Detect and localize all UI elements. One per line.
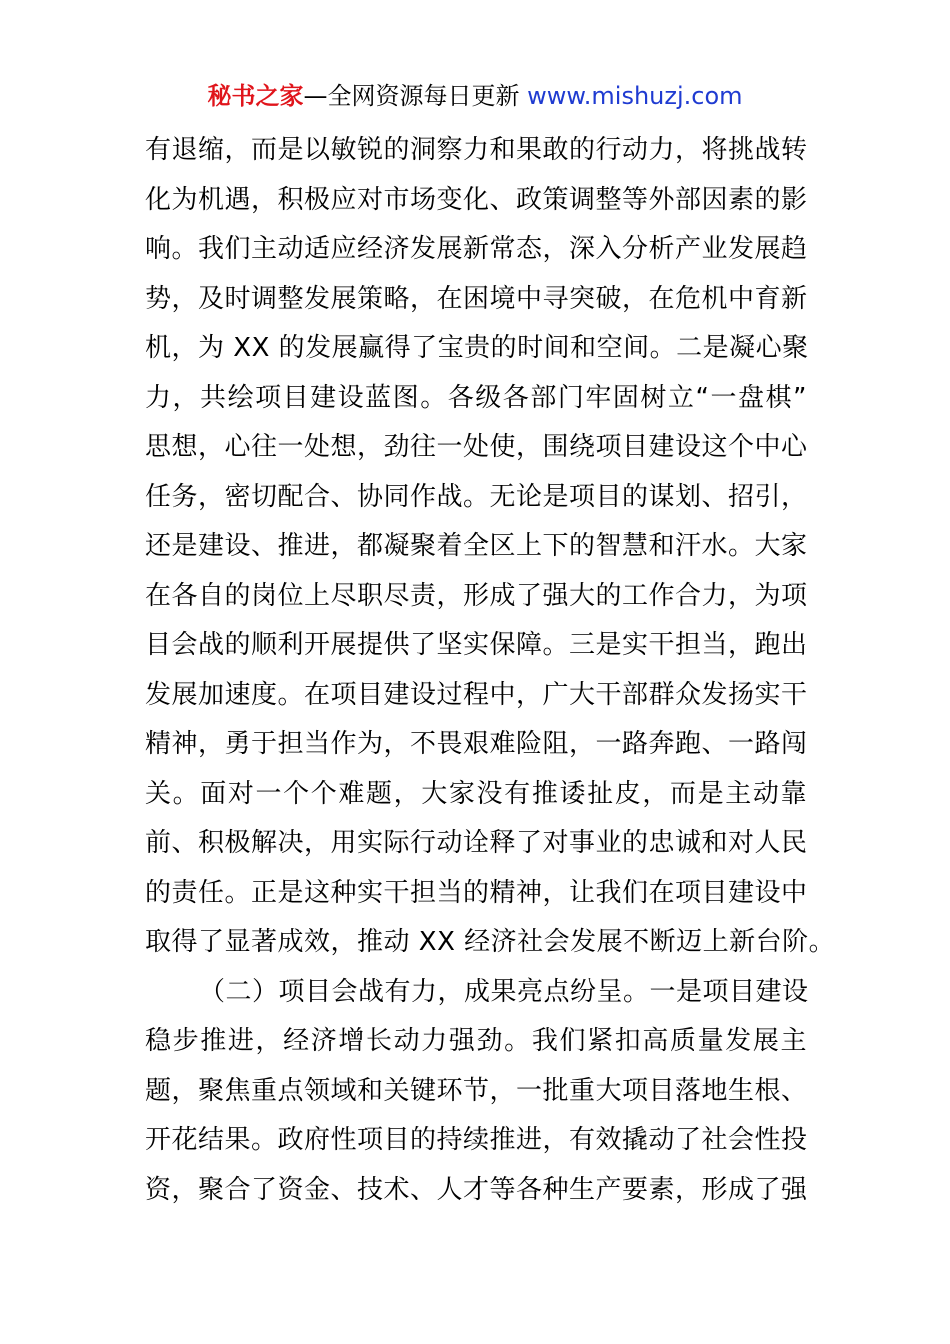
text-line: 前、积极解决，用实际行动诠释了对事业的忠诚和对人民 (145, 828, 808, 858)
text-line: 资，聚合了资金、技术、人才等各种生产要素，形成了强 (145, 1174, 808, 1205)
paragraph-1 (145, 126, 836, 968)
site-url-link[interactable]: www.mishuzj.com (527, 82, 743, 110)
text-line: 题，聚焦重点领域和关键环节，一批重大项目落地生根、 (145, 1075, 808, 1106)
text-line: 精神，勇于担当作为，不畏艰难险阻，一路奔跑、一路闯 (145, 729, 808, 759)
text-line: 有退缩，而是以敏锐的洞察力和果敢的行动力，将挑战转 (145, 135, 808, 165)
text-line: （二）项目会战有力，成果亮点纷呈。一是项目建设 (199, 976, 809, 1007)
text-line: 关。面对一个个难题，大家没有推诿扯皮，而是主动靠 (145, 778, 807, 809)
text-line: 响。我们主动适应经济发展新常态，深入分析产业发展趋 (145, 234, 808, 264)
site-header (0, 80, 950, 112)
document-body (145, 126, 836, 1215)
site-brand: 秘书之家 (207, 82, 304, 110)
text-line: 力，共绘项目建设蓝图。各级各部门牢固树立“一盘棋” (145, 382, 807, 413)
text-line: 化为机遇，积极应对市场变化、政策调整等外部因素的影 (145, 184, 808, 215)
text-line: 还是建设、推进，都凝聚着全区上下的智慧和汗水。大家 (145, 531, 808, 561)
text-line: 目会战的顺利开展提供了坚实保障。三是实干担当，跑出 (145, 630, 808, 660)
text-line: 开花结果。政府性项目的持续推进，有效撬动了社会性投 (145, 1125, 808, 1155)
text-line: 机，为 XX 的发展赢得了宝贵的时间和空间。二是凝心聚 (145, 333, 809, 363)
text-line: 在各自的岗位上尽职尽责，形成了强大的工作合力，为项 (145, 580, 808, 611)
paragraph-2 (145, 968, 807, 1216)
text-line: 稳步推进，经济增长动力强劲。我们紧扣高质量发展主 (145, 1026, 807, 1056)
text-line: 任务，密切配合、协同作战。无论是项目的谋划、招引， (145, 481, 808, 512)
text-line: 思想，心往一处想，劲往一处使，围绕项目建设这个中心 (145, 432, 808, 462)
text-line: 的责任。正是这种实干担当的精神，让我们在项目建设中 (145, 877, 808, 908)
text-line: 发展加速度。在项目建设过程中，广大干部群众发扬实干 (145, 679, 808, 710)
text-line: 势，及时调整发展策略，在困境中寻突破，在危机中育新 (145, 283, 808, 314)
site-tagline: —全网资源每日更新 (303, 82, 520, 110)
text-line: 取得了显著成效，推动 XX 经济社会发展不断迈上新台阶。 (145, 927, 836, 957)
